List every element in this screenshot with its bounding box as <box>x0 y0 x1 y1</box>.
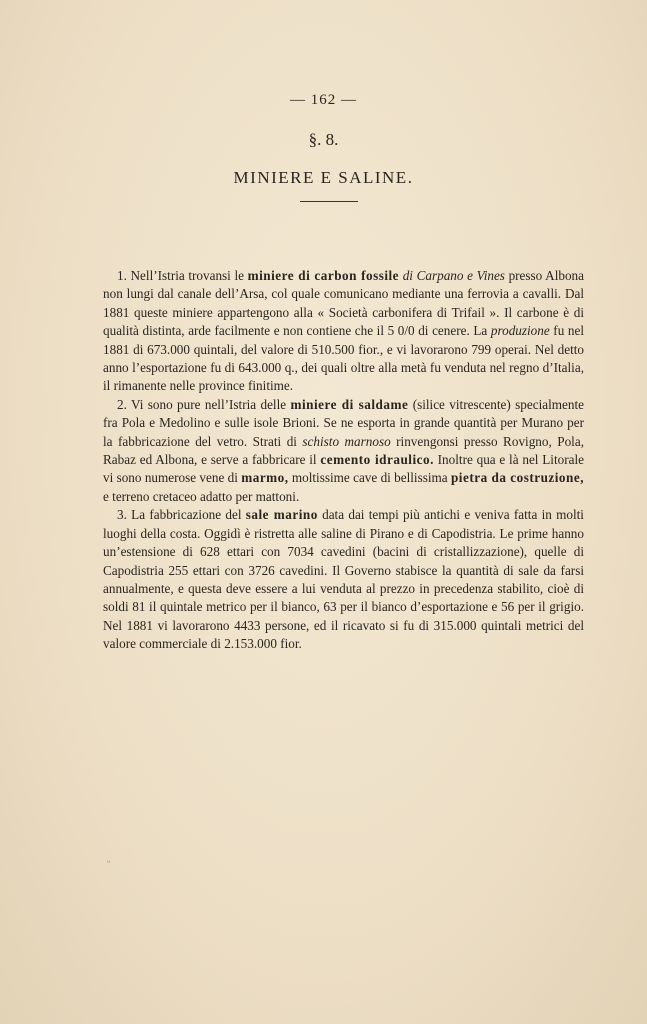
text-run: presso Albona non lungi dal canale dell’Arsa, col quale comunicano mediante una ferrovia a cavalli. Dal 1881 queste miniere appartengono alla « Società carbonifera di Trifail ». Il carbone è di qualità distinta, arde facilmente e non contiene che il 5 0/0 di cenere. La <box>103 268 585 339</box>
emphasized-term: pietra da costruzione, <box>450 470 584 486</box>
italic-term: schisto marnoso <box>302 433 391 449</box>
emphasized-term: miniere di saldame <box>290 396 409 412</box>
text-run: 2. Vi sono pure nell’Istria delle <box>117 396 291 412</box>
paragraph-1 <box>103 267 584 396</box>
italic-term: produzione <box>490 323 550 339</box>
body-text <box>103 267 584 654</box>
text-run: e terreno cretaceo adatto per mattoni. <box>103 488 300 504</box>
text-run: Inoltre qua e là nel Litorale vi sono numerose vene di <box>103 452 584 486</box>
text-run: fu nel 1881 di 673.000 quintali, del valore di 510.500 fior., e vi lavorarono 799 operai. Nel detto anno l’esportazione fu di 643.000 q., dei quali oltre alla metà fu venduta nel regno d’Italia, il rimanente nelle province finitime. <box>103 323 584 394</box>
emphasized-term: sale marino <box>245 507 318 523</box>
text-run: 1. Nell’Istria trovansi le <box>117 268 248 283</box>
text-run: (silice vitrescente) specialmente fra Pola e Medolino e sulle isole Brioni. Se ne esporta in grande quantità per Murano per la fabbricazione del vetro. Strati di <box>103 396 584 449</box>
emphasized-term: marmo, <box>241 470 289 486</box>
paper-speck: ᵕ <box>107 855 111 869</box>
text-run: rinvengonsi presso Rovigno, Pola, Rabaz ed Albona, e serve a fabbricare il <box>103 433 584 468</box>
paragraph-3 <box>103 506 584 653</box>
page-number: — 162 — <box>290 92 357 108</box>
italic-term: di Carpano e Vines <box>402 268 505 283</box>
emphasized-term: cemento idraulico. <box>320 452 434 468</box>
text-run: 3. La fabbricazione del <box>117 507 246 523</box>
text-run: data dai tempi più antichi e veniva fatta in molti luoghi della costa. Oggidì è ristretta alle saline di Pirano e di Capodistria. Le prime hanno un’estensione di 628 ettari con 7034 cavedini (bacini di cristallizzazione), quelle di Capodistria 255 ettari con 3726 cavedini. Il Governo stabisce la quantità di sale da farsi annualmente, e questa deve essere a lui venduta al prezzo in precedenza stabilito, cioè di soldi 81 il quintale metrico per il bianco, 63 per il bianco d’esportazione e 56 per il grigio. Nel 1881 vi lavorarono 4433 persone, ed il ricavato si fu di 315.000 quintali metrici del valore commerciale di 2.153.000 fior. <box>103 507 584 652</box>
chapter-title: MINIERE E SALINE. <box>233 168 414 187</box>
title-rule <box>300 201 358 202</box>
section-heading: §. 8. <box>308 130 339 149</box>
paragraph-2 <box>103 396 584 506</box>
text-run: moltissime cave di bellissima <box>288 470 451 486</box>
emphasized-term: miniere di carbon fossile <box>247 268 400 283</box>
